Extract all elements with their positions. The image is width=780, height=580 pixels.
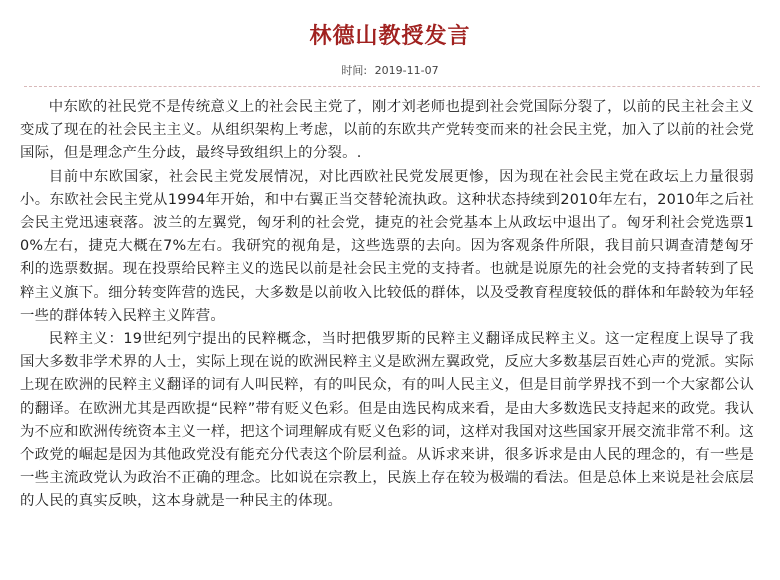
title-divider [24,86,760,87]
paragraph: 民粹主义：19世纪列宁提出的民粹概念，当时把俄罗斯的民粹主义翻译成民粹主义。这一定程度上误导了我国大多数非学术界的人士，实际上现在说的欧洲民粹主义是欧洲左翼政党，反应大多数基层百姓心声的党派。实际上现在欧洲的民粹主义翻译的词有人叫民粹，有的叫民众，有的叫人民主义，但是目前学界找不到一个大家都公认的翻译。在欧洲尤其是西欧提“民粹”带有贬义色彩。但是由选民构成来看，是由大多数选民支持起来的政党。我认为不应和欧洲传统资本主义一样，把这个词理解成有贬义色彩的词，这样对我国对这些国家开展交流非常不利。这个政党的崛起是因为其他政党没有能充分代表这个阶层利益。从诉求来讲，很多诉求是由人民的理念的，有一些是一些主流政党认为政治不正确的理念。比如说在宗教上，民族上存在较为极端的看法。但是总体上来说是社会底层的人民的真实反映，这本身就是一种民主的体现。 [20,331,754,510]
date-label: 时间: [341,64,368,77]
article-body [20,96,754,514]
paragraph: 目前中东欧国家，社会民主党发展情况，对比西欧社民党发展更惨，因为现在社会民主党在政坛上力量很弱小。东欧社会民主党从1994年开始，和中右翼正当交替轮流执政。这种状态持续到2010年左右，2010年之后社会民主党迅速衰落。波兰的左翼党，匈牙利的社会党，捷克的社会党基本上从政坛中退出了。匈牙利社会党选票10%左右，捷克大概在7%左右。我研究的视角是，这些选票的去向。因为客观条件所限，我目前只调查清楚匈牙利的选票数据。现在投票给民粹主义的选民以前是社会民主党的支持者。也就是说原先的社会党的支持者转到了民粹主义旗下。细分转变阵营的选民，大多数是以前收入比较低的群体，以及受教育程度较低的群体和年龄较为年轻一些的群体转入民粹主义阵营。 [20,168,754,324]
article-meta [0,63,780,79]
publish-date: 2019-11-07 [374,64,439,77]
paragraph: 中东欧的社民党不是传统意义上的社会民主党了，刚才刘老师也提到社会党国际分裂了，以前的民主社会主义变成了现在的社会民主主义。从组织架构上考虑，以前的东欧共产党转变而来的社会民主党，加入了以前的社会党国际，但是理念产生分歧，最终导致组织上的分裂。. [20,99,754,162]
page-title: 林德山教授发言 [309,24,471,49]
